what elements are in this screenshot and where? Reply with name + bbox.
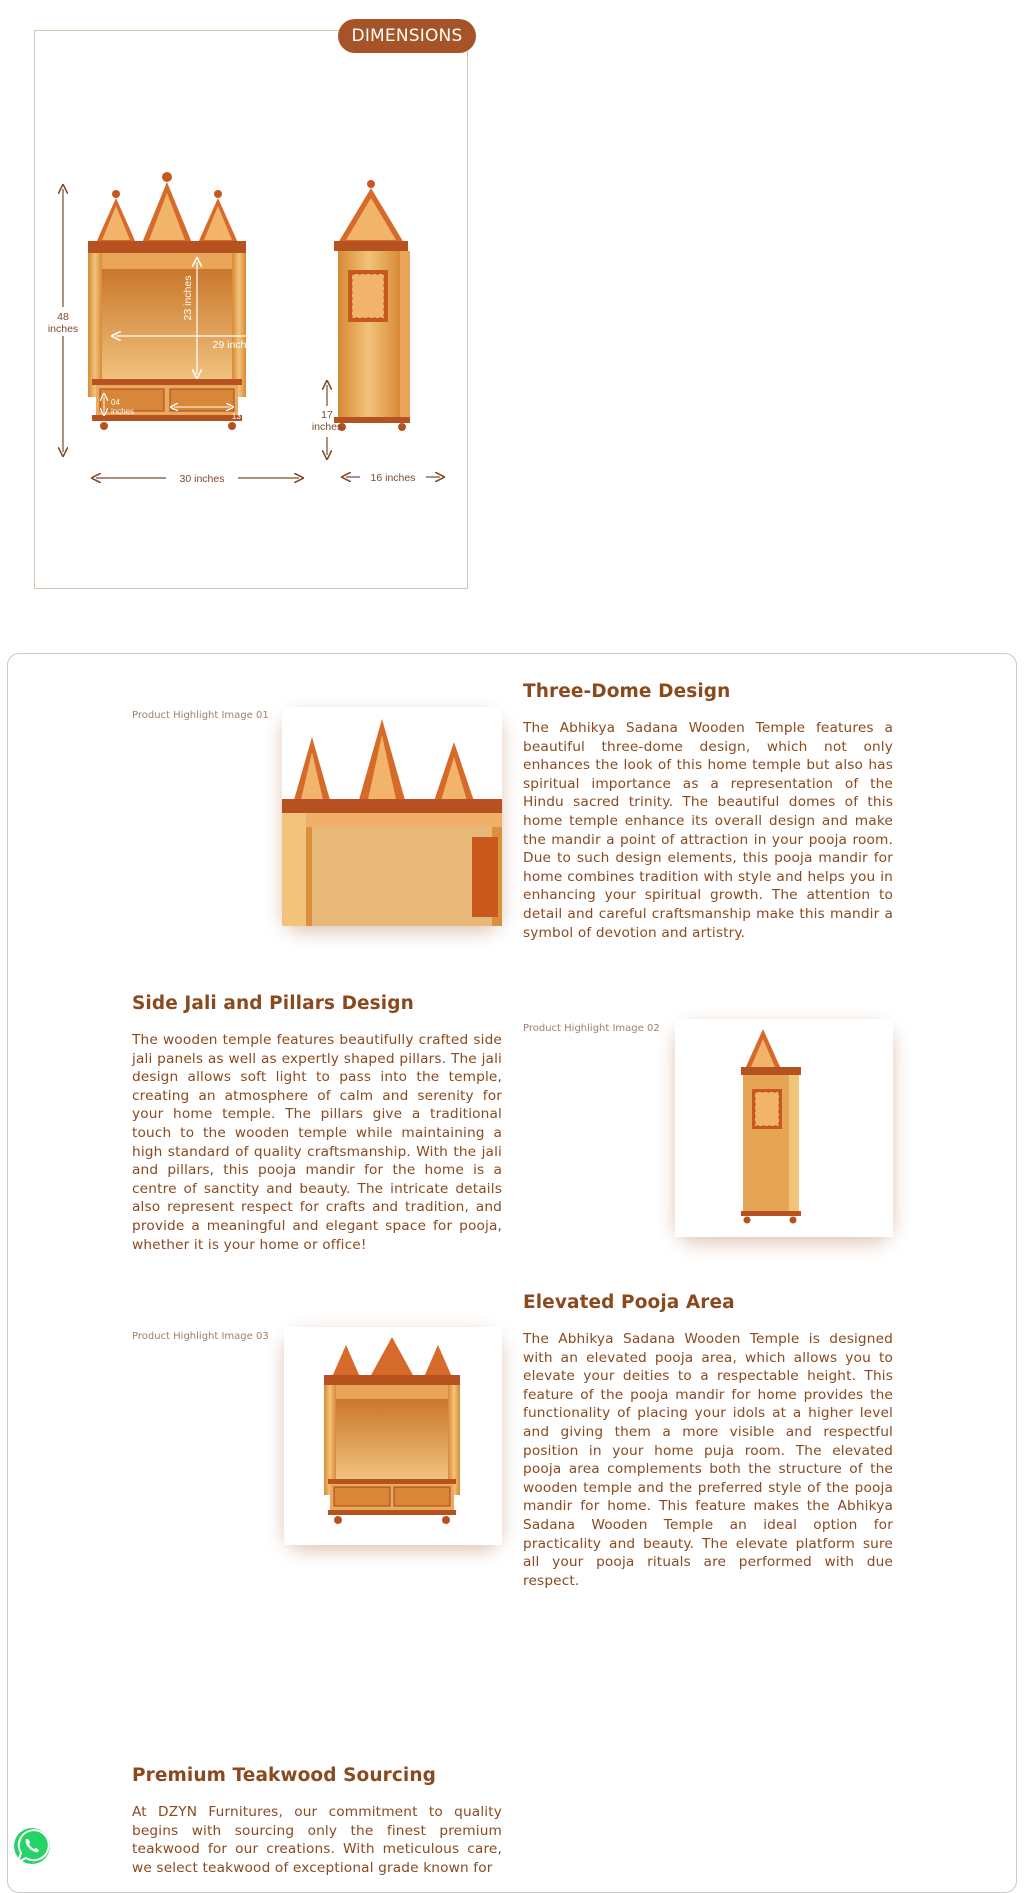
inner-height-label: 23 inches [182, 275, 194, 321]
height-total-unit: inches [47, 323, 79, 335]
highlight-image-three-dome [282, 707, 502, 926]
temple-side-illustration [334, 180, 410, 431]
highlight-image-caption: Product Highlight Image 02 [523, 1023, 660, 1034]
highlight-text: The Abhikya Sadana Wooden Temple is designed with an elevated pooja area, which allows you to elevate your deities to a respectable height. This feature of the pooja mandir for home provides the functionality of placing your idols at a higher level and giving them a more visible and respectful position in your home puja room. The elevated pooja area complements both the structure of the wooden temple and the preferred style of the pooja mandir for home. This feature makes the Abhikya Sadana Wooden Temple an ideal option for practicality and beauty. The elevate platform sure all your pooja rituals are performed with due respect. [523, 1331, 893, 1589]
base-height-unit: inches [311, 421, 343, 433]
total-width-label: 30 inches [179, 473, 225, 485]
dimensions-badge: DIMENSIONS [338, 19, 476, 53]
highlight-title: Side Jali and Pillars Design [132, 993, 414, 1014]
highlight-image-side-jali [675, 1019, 893, 1237]
highlight-title: Elevated Pooja Area [523, 1292, 735, 1313]
highlight-title: Three-Dome Design [523, 681, 731, 702]
height-total-label: 48 [57, 311, 69, 323]
base-height-label: 17 [321, 409, 333, 421]
drawer-height-unit: inches [111, 407, 135, 416]
highlight-image-caption: Product Highlight Image 03 [132, 1331, 269, 1342]
drawer-width-label: 13 inches [231, 412, 267, 421]
whatsapp-icon[interactable] [12, 1826, 52, 1866]
depth-label: 16 inches [370, 472, 416, 484]
drawer-height-label: 04 [111, 398, 120, 407]
highlight-image-elevated-area [284, 1327, 502, 1545]
highlight-text: The Abhikya Sadana Wooden Temple features a beautiful three-dome design, which not only enhances the look of this home temple but also has spiritual importance as a representation of the Hindu sacred trinity. The beautiful domes of this home temple enhance its overall design and make the mandir a point of attraction in your pooja room. Due to such design elements, this pooja mandir for home combines tradition with style and helps you in enhancing your spiritual growth. The attention to detail and careful craftsmanship make this mandir a symbol of devotion and artistry. [523, 720, 893, 941]
inner-width-label: 29 inches [212, 339, 258, 351]
highlight-title: Premium Teakwood Sourcing [132, 1765, 436, 1786]
dimensions-diagram [34, 30, 468, 589]
highlight-text: The wooden temple features beautifully crafted side jali panels as well as expertly shaped pillars. The jali design allows soft light to pass into the temple, creating an atmosphere of calm and serenity for your home temple. The pillars give a traditional touch to the wooden temple while maintaining a high standard of quality craftsmanship. With the jali and pillars, this pooja mandir for the home is a centre of sanctity and beauty. The intricate details also represent respect for crafts and tradition, and provide a meaningful and elegant space for pooja, whether it is your home or office! [132, 1032, 502, 1253]
highlight-text: At DZYN Furnitures, our commitment to quality begins with sourcing only the finest premium teakwood for our creations. With meticulous care, we select teakwood of exceptional grade known for [132, 1804, 502, 1876]
highlight-image-caption: Product Highlight Image 01 [132, 710, 269, 721]
